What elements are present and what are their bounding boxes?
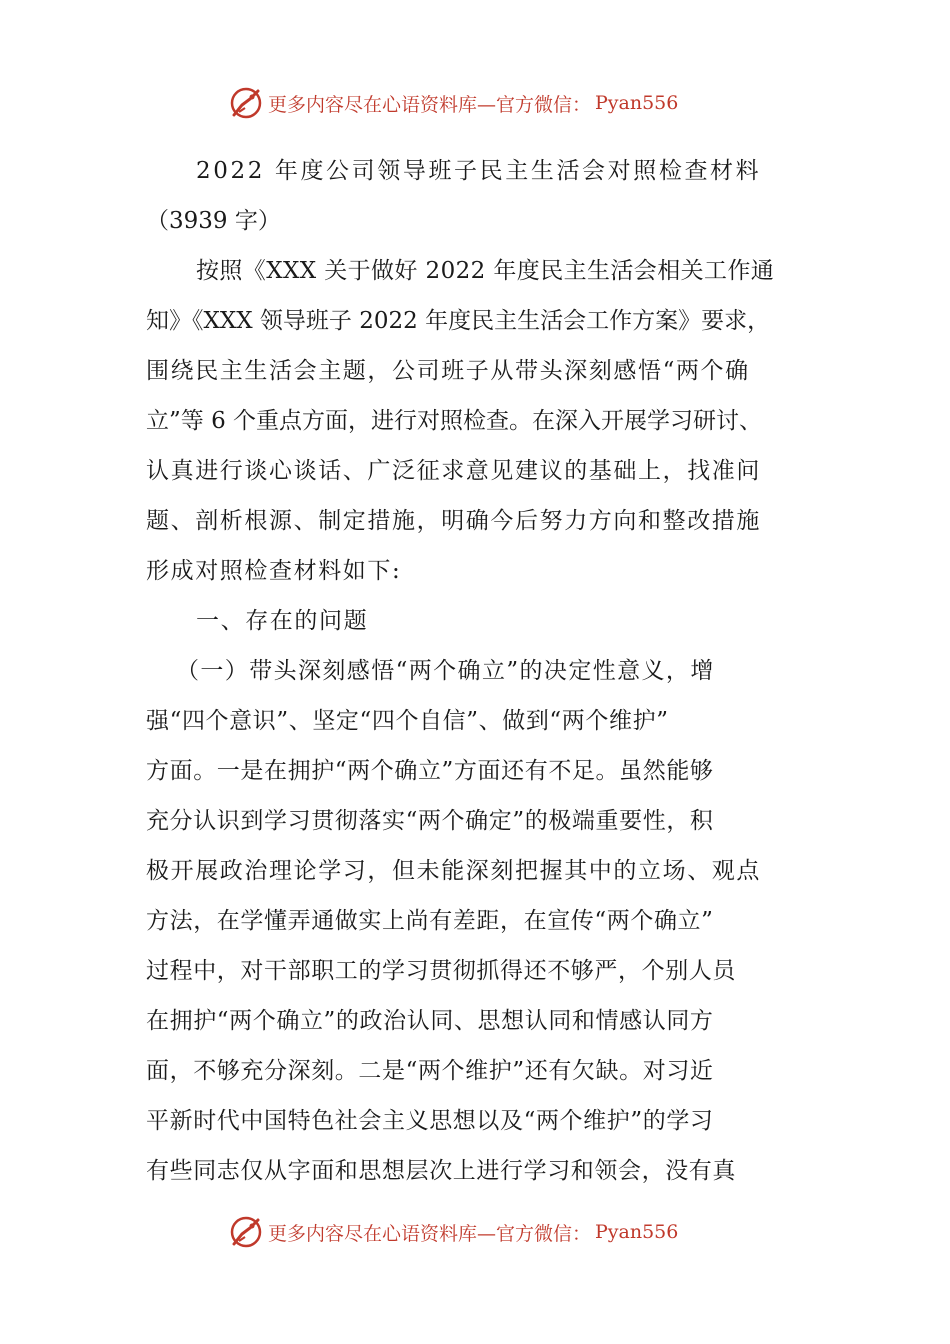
- paragraph-line: 充分认识到学习贯彻落实“两个确定”的极端重要性，积: [146, 808, 714, 834]
- watermark-text: 更多内容尽在心语资料库—官方微信：: [268, 93, 592, 116]
- paragraph-line: 极开展政治理论学习，但未能深刻把握其中的立场、观点: [146, 858, 761, 884]
- paragraph-line: 过程中，对干部职工的学习贯彻抓得还不够严，个别人员: [146, 958, 736, 984]
- paragraph-line: 强“四个意识”、坚定“四个自信”、做到“两个维护”: [146, 708, 669, 734]
- paragraph-line: 题、剖析根源、制定措施，明确今后努力方向和整改措施: [146, 508, 761, 534]
- paragraph-line: 形成对照检查材料如下:: [146, 558, 402, 584]
- watermark-contact: Pyan556: [595, 92, 679, 114]
- document-title-wordcount: （3939 字）: [146, 208, 281, 234]
- paragraph-line: 平新时代中国特色社会主义思想以及“两个维护”的学习: [146, 1108, 714, 1134]
- document-body: [146, 146, 814, 1196]
- paragraph-line: 方面。一是在拥护“两个确立”方面还有不足。虽然能够: [146, 758, 714, 784]
- watermark-contact: Pyan556: [595, 1221, 679, 1243]
- paragraph-line: 按照《XXX 关于做好 2022 年度民主生活会相关工作通: [196, 258, 775, 284]
- paragraph-line: 有些同志仅从字面和思想层次上进行学习和领会，没有真: [146, 1158, 736, 1184]
- paragraph-line: 面，不够充分深刻。二是“两个维护”还有欠缺。对习近: [146, 1058, 714, 1084]
- paragraph-line: （一）带头深刻感悟“两个确立”的决定性意义，增: [176, 658, 715, 684]
- paragraph-line: 方法，在学懂弄通做实上尚有差距，在宣传“两个确立”: [146, 908, 714, 934]
- paragraph-line: 认真进行谈心谈话、广泛征求意见建议的基础上，找准问: [146, 458, 761, 484]
- pen-logo-icon: [228, 85, 264, 121]
- paragraph-line: 在拥护“两个确立”的政治认同、思想认同和情感认同方: [146, 1008, 714, 1034]
- watermark-banner-top: [228, 85, 678, 121]
- section-heading: 一、存在的问题: [196, 608, 369, 634]
- watermark-banner-bottom: [228, 1214, 678, 1250]
- paragraph-line: 立”等 6 个重点方面，进行对照检查。在深入开展学习研讨、: [146, 408, 763, 434]
- paragraph-line: 围绕民主生活会主题，公司班子从带头深刻感悟“两个确: [146, 358, 750, 384]
- document-title: 2022 年度公司领导班子民主生活会对照检查材料: [196, 158, 762, 184]
- paragraph-line: 知》《XXX 领导班子 2022 年度民主生活会工作方案》要求，: [146, 308, 771, 334]
- pen-logo-icon: [228, 1214, 264, 1250]
- watermark-text: 更多内容尽在心语资料库—官方微信：: [268, 1222, 592, 1245]
